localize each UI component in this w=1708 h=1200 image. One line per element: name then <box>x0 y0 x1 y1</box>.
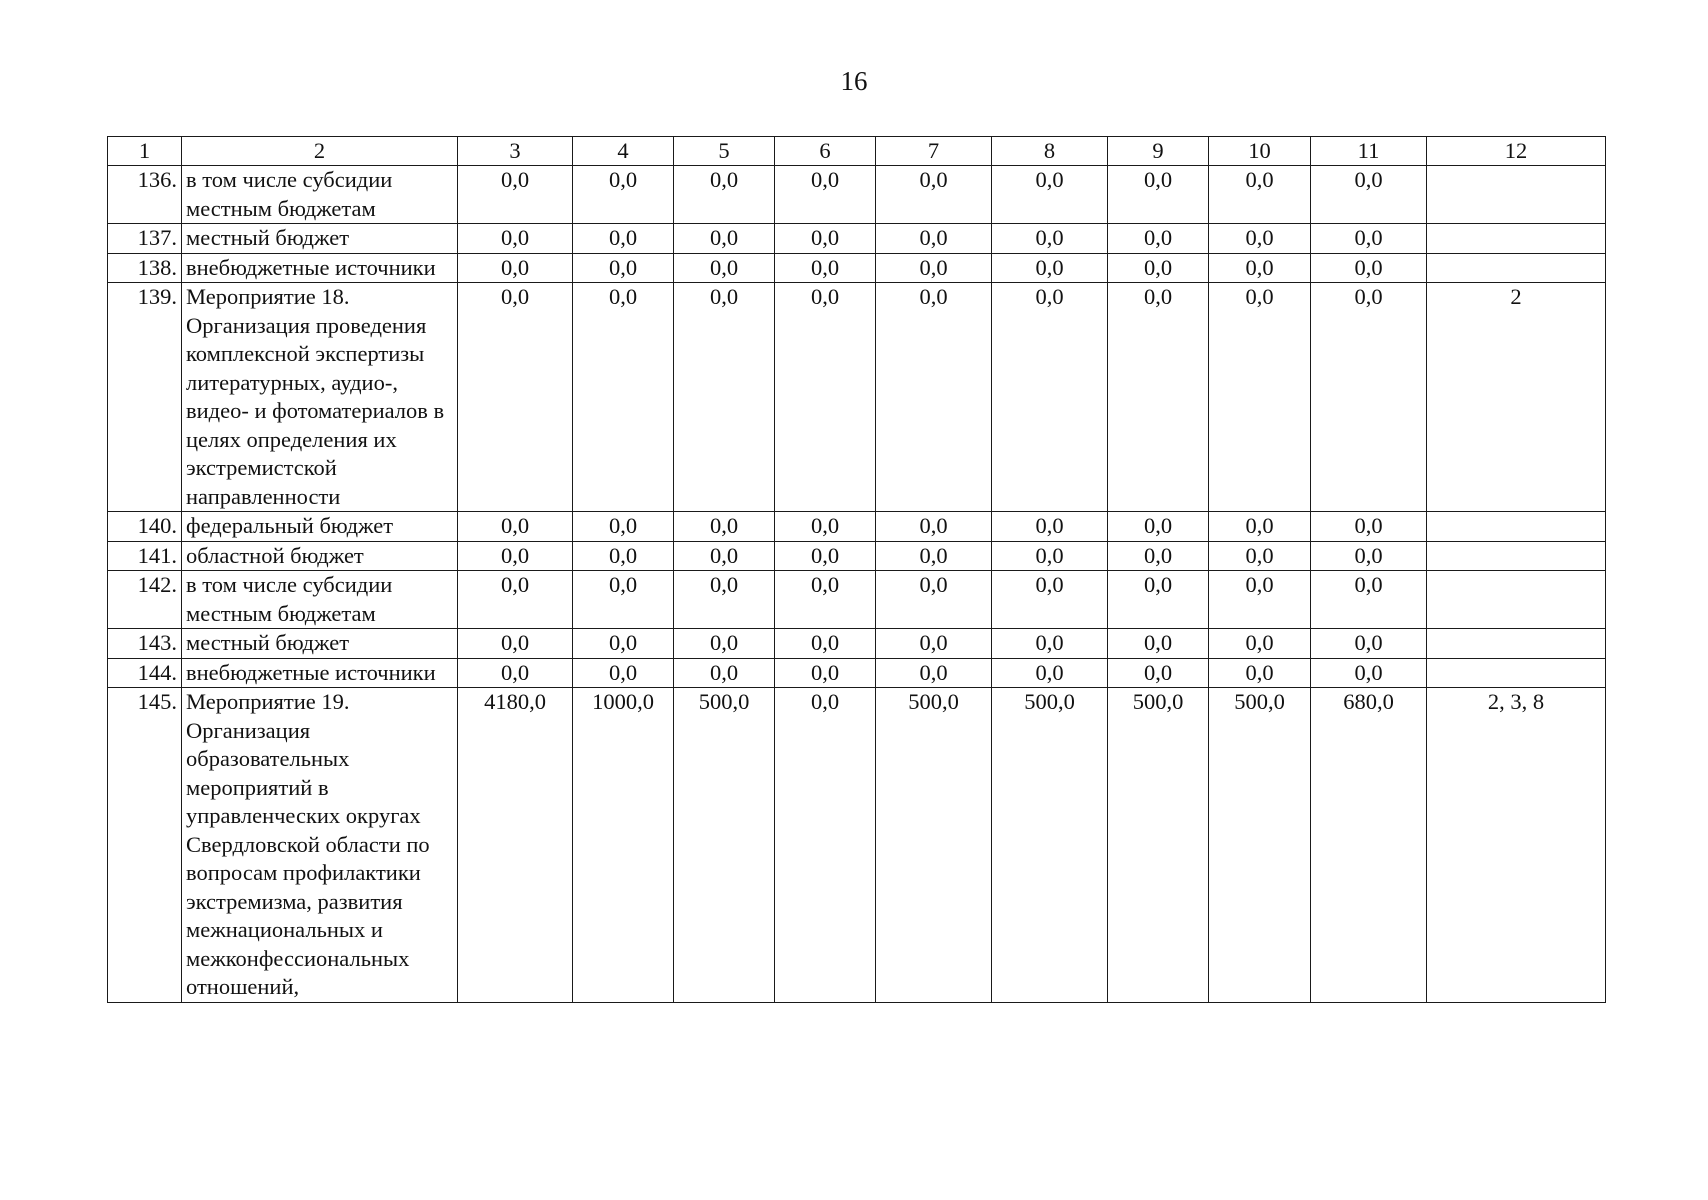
target-indicator-cell <box>1427 166 1606 224</box>
table-row <box>108 253 1606 283</box>
column-number: 10 <box>1209 137 1311 166</box>
amount-cell: 0,0 <box>458 224 573 254</box>
amount-cell: 0,0 <box>1108 283 1209 512</box>
row-label: федеральный бюджет <box>182 512 458 542</box>
page-number: 16 <box>840 66 868 96</box>
row-label: в том числе субсидии местным бюджетам <box>182 166 458 224</box>
amount-cell: 0,0 <box>573 571 674 629</box>
amount-cell: 0,0 <box>674 253 775 283</box>
amount-cell: 0,0 <box>876 224 992 254</box>
amount-cell: 0,0 <box>775 166 876 224</box>
amount-cell: 0,0 <box>674 283 775 512</box>
amount-cell: 0,0 <box>876 512 992 542</box>
amount-cell: 0,0 <box>775 658 876 688</box>
amount-cell: 0,0 <box>1311 629 1427 659</box>
table-row <box>108 512 1606 542</box>
amount-cell: 0,0 <box>775 629 876 659</box>
amount-cell: 0,0 <box>1108 253 1209 283</box>
amount-cell: 0,0 <box>1209 166 1311 224</box>
amount-cell: 0,0 <box>573 512 674 542</box>
row-number: 138. <box>108 253 182 283</box>
amount-cell: 0,0 <box>992 629 1108 659</box>
amount-cell: 500,0 <box>876 688 992 1003</box>
amount-cell: 0,0 <box>458 629 573 659</box>
target-indicator-cell <box>1427 512 1606 542</box>
amount-cell: 0,0 <box>1209 283 1311 512</box>
column-number: 12 <box>1427 137 1606 166</box>
table-body <box>108 166 1606 1003</box>
column-number: 3 <box>458 137 573 166</box>
table-row <box>108 283 1606 512</box>
row-number: 141. <box>108 541 182 571</box>
amount-cell: 0,0 <box>458 253 573 283</box>
amount-cell: 0,0 <box>1108 512 1209 542</box>
amount-cell: 0,0 <box>775 541 876 571</box>
amount-cell: 0,0 <box>1311 253 1427 283</box>
amount-cell: 0,0 <box>1311 224 1427 254</box>
amount-cell: 0,0 <box>876 658 992 688</box>
amount-cell: 0,0 <box>1108 541 1209 571</box>
table-row <box>108 166 1606 224</box>
table-row <box>108 571 1606 629</box>
amount-cell: 0,0 <box>573 224 674 254</box>
row-number: 136. <box>108 166 182 224</box>
amount-cell: 0,0 <box>458 283 573 512</box>
row-number: 137. <box>108 224 182 254</box>
amount-cell: 0,0 <box>458 658 573 688</box>
column-number: 5 <box>674 137 775 166</box>
amount-cell: 0,0 <box>992 541 1108 571</box>
column-number: 2 <box>182 137 458 166</box>
amount-cell: 0,0 <box>992 658 1108 688</box>
amount-cell: 0,0 <box>573 283 674 512</box>
target-indicator-cell <box>1427 571 1606 629</box>
amount-cell: 0,0 <box>992 253 1108 283</box>
amount-cell: 0,0 <box>674 571 775 629</box>
amount-cell: 0,0 <box>992 283 1108 512</box>
amount-cell: 0,0 <box>674 658 775 688</box>
column-number: 9 <box>1108 137 1209 166</box>
amount-cell: 0,0 <box>573 629 674 659</box>
amount-cell: 0,0 <box>573 541 674 571</box>
amount-cell: 0,0 <box>775 253 876 283</box>
row-label: Мероприятие 18. Организация проведения комплексной экспертизы литературных, аудио-, видео- и фотоматериалов в целях определения их экстремистской направленности <box>182 283 458 512</box>
amount-cell: 0,0 <box>876 571 992 629</box>
target-indicator-cell <box>1427 658 1606 688</box>
amount-cell: 0,0 <box>775 571 876 629</box>
row-number: 139. <box>108 283 182 512</box>
amount-cell: 0,0 <box>674 541 775 571</box>
table-row <box>108 541 1606 571</box>
amount-cell: 0,0 <box>1311 541 1427 571</box>
column-number: 7 <box>876 137 992 166</box>
amount-cell: 0,0 <box>573 166 674 224</box>
amount-cell: 500,0 <box>674 688 775 1003</box>
amount-cell: 0,0 <box>458 512 573 542</box>
amount-cell: 0,0 <box>1311 512 1427 542</box>
amount-cell: 0,0 <box>674 224 775 254</box>
row-label: местный бюджет <box>182 224 458 254</box>
amount-cell: 0,0 <box>1108 629 1209 659</box>
target-indicator-cell <box>1427 541 1606 571</box>
amount-cell: 500,0 <box>1108 688 1209 1003</box>
amount-cell: 0,0 <box>1209 541 1311 571</box>
amount-cell: 0,0 <box>775 512 876 542</box>
row-label: местный бюджет <box>182 629 458 659</box>
amount-cell: 0,0 <box>1209 253 1311 283</box>
column-number: 8 <box>992 137 1108 166</box>
amount-cell: 0,0 <box>876 629 992 659</box>
row-label: Мероприятие 19. Организация образовательных мероприятий в управленческих округах Свердловской области по вопросам профилактики экстремизма, развития межнациональных и межконфессиональных отношений, <box>182 688 458 1003</box>
amount-cell: 0,0 <box>1311 283 1427 512</box>
amount-cell: 0,0 <box>775 224 876 254</box>
amount-cell: 0,0 <box>1209 629 1311 659</box>
amount-cell: 0,0 <box>1108 166 1209 224</box>
amount-cell: 0,0 <box>674 629 775 659</box>
amount-cell: 0,0 <box>1209 658 1311 688</box>
amount-cell: 0,0 <box>573 658 674 688</box>
table-row <box>108 688 1606 1003</box>
target-indicator-cell <box>1427 253 1606 283</box>
row-number: 145. <box>108 688 182 1003</box>
amount-cell: 0,0 <box>1108 224 1209 254</box>
target-indicator-cell <box>1427 629 1606 659</box>
amount-cell: 500,0 <box>1209 688 1311 1003</box>
amount-cell: 0,0 <box>1108 658 1209 688</box>
column-number: 1 <box>108 137 182 166</box>
amount-cell: 0,0 <box>674 512 775 542</box>
amount-cell: 0,0 <box>876 166 992 224</box>
amount-cell: 0,0 <box>1209 224 1311 254</box>
amount-cell: 0,0 <box>992 166 1108 224</box>
amount-cell: 0,0 <box>458 571 573 629</box>
amount-cell: 0,0 <box>775 688 876 1003</box>
column-number: 11 <box>1311 137 1427 166</box>
target-indicator-cell: 2 <box>1427 283 1606 512</box>
column-number: 6 <box>775 137 876 166</box>
budget-table <box>107 136 1606 1003</box>
row-number: 143. <box>108 629 182 659</box>
target-indicator-cell: 2, 3, 8 <box>1427 688 1606 1003</box>
amount-cell: 0,0 <box>1311 571 1427 629</box>
amount-cell: 680,0 <box>1311 688 1427 1003</box>
amount-cell: 1000,0 <box>573 688 674 1003</box>
amount-cell: 0,0 <box>1209 571 1311 629</box>
target-indicator-cell <box>1427 224 1606 254</box>
table-row <box>108 629 1606 659</box>
amount-cell: 0,0 <box>876 283 992 512</box>
amount-cell: 0,0 <box>1311 658 1427 688</box>
amount-cell: 0,0 <box>876 541 992 571</box>
row-number: 140. <box>108 512 182 542</box>
column-number: 4 <box>573 137 674 166</box>
amount-cell: 0,0 <box>674 166 775 224</box>
row-label: в том числе субсидии местным бюджетам <box>182 571 458 629</box>
amount-cell: 0,0 <box>992 224 1108 254</box>
amount-cell: 0,0 <box>775 283 876 512</box>
row-label: внебюджетные источники <box>182 658 458 688</box>
amount-cell: 0,0 <box>573 253 674 283</box>
row-number: 144. <box>108 658 182 688</box>
amount-cell: 0,0 <box>992 571 1108 629</box>
amount-cell: 0,0 <box>992 512 1108 542</box>
amount-cell: 0,0 <box>458 541 573 571</box>
row-number: 142. <box>108 571 182 629</box>
amount-cell: 0,0 <box>1209 512 1311 542</box>
amount-cell: 0,0 <box>1311 166 1427 224</box>
row-label: внебюджетные источники <box>182 253 458 283</box>
amount-cell: 0,0 <box>876 253 992 283</box>
row-label: областной бюджет <box>182 541 458 571</box>
table-row <box>108 658 1606 688</box>
amount-cell: 4180,0 <box>458 688 573 1003</box>
column-number-row <box>108 137 1606 166</box>
amount-cell: 0,0 <box>458 166 573 224</box>
table-row <box>108 224 1606 254</box>
amount-cell: 0,0 <box>1108 571 1209 629</box>
amount-cell: 500,0 <box>992 688 1108 1003</box>
